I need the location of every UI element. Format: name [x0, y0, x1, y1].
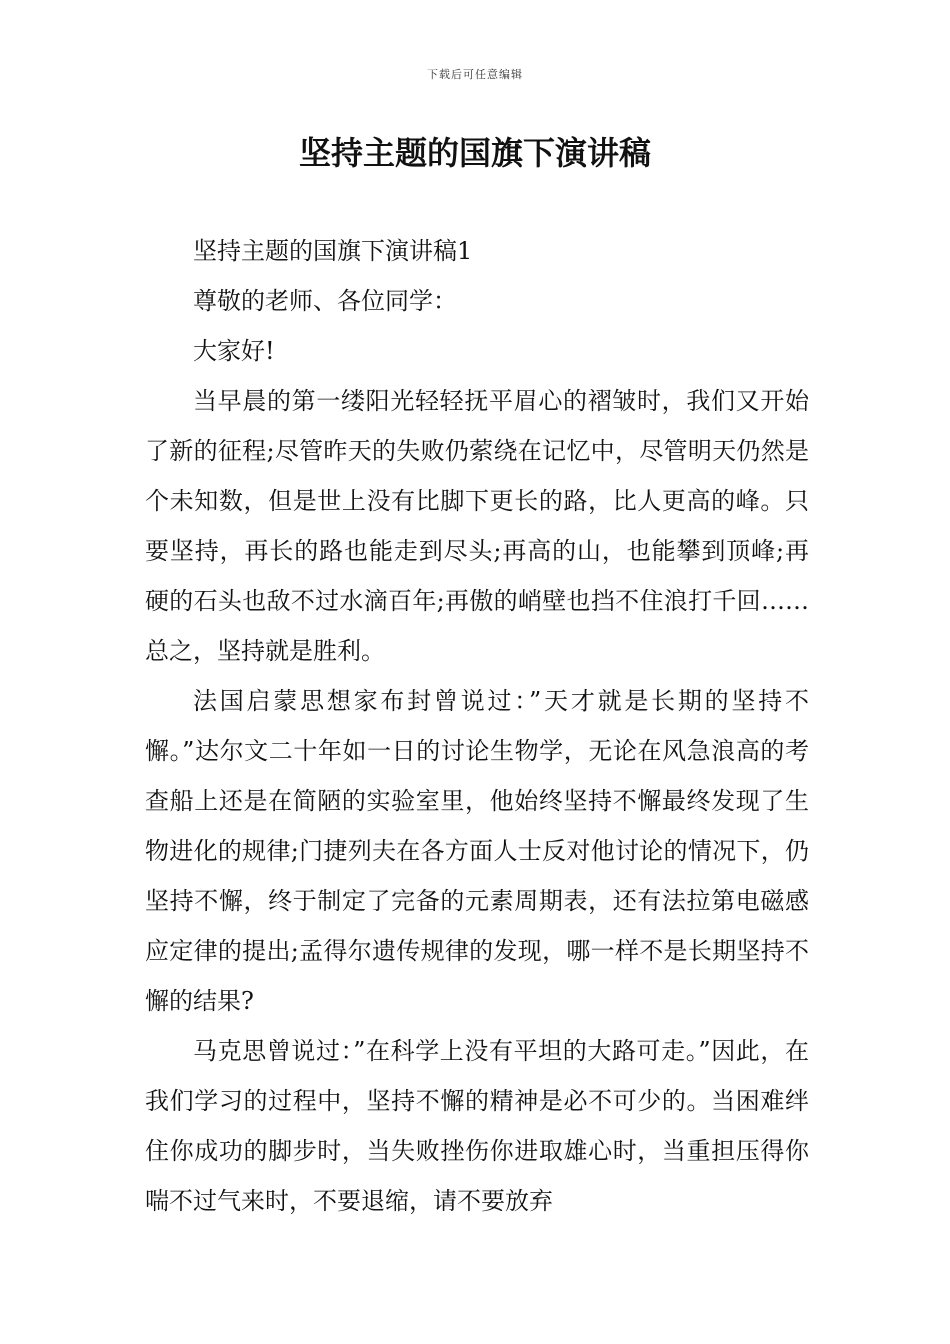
paragraph-body: 马克思曾说过：”在科学上没有平坦的大路可走。”因此，在我们学习的过程中，坚持不懈的精神是必不可少的。当困难绊住你成功的脚步时，当失败挫伤你进取雄心时，当重担压得你喘不过气来时，不要退缩，请不要放弃 [145, 1037, 809, 1215]
paragraph-salutation: 尊敬的老师、各位同学： [193, 287, 457, 315]
paragraph-body: 当早晨的第一缕阳光轻轻抚平眉心的褶皱时，我们又开始了新的征程;尽管昨天的失败仍萦绕在记忆中，尽管明天仍然是个未知数，但是世上没有比脚下更长的路，比人更高的峰。只要坚持，再长的路也能走到尽头;再高的山，也能攀到顶峰;再硬的石头也敌不过水滴百年;再傲的峭壁也挡不住浪打千回……总之，坚持就是胜利。 [145, 387, 809, 665]
document-title: 坚持主题的国旗下演讲稿 [298, 134, 651, 172]
header-note: 下载后可任意编辑 [427, 68, 523, 81]
paragraph-body: 法国启蒙思想家布封曾说过：”天才就是长期的坚持不懈。”达尔文二十年如一日的讨论生物学，无论在风急浪高的考查船上还是在简陋的实验室里，他始终坚持不懈最终发现了生物进化的规律;门捷列夫在各方面人士反对他讨论的情况下，仍坚持不懈，终于制定了完备的元素周期表，还有法拉第电磁感应定律的提出;孟得尔遗传规律的发现，哪一样不是长期坚持不懈的结果? [145, 687, 809, 1015]
paragraph-greeting: 大家好! [193, 337, 275, 365]
paragraph-subtitle: 坚持主题的国旗下演讲稿1 [193, 237, 473, 265]
document-body [145, 226, 809, 1226]
